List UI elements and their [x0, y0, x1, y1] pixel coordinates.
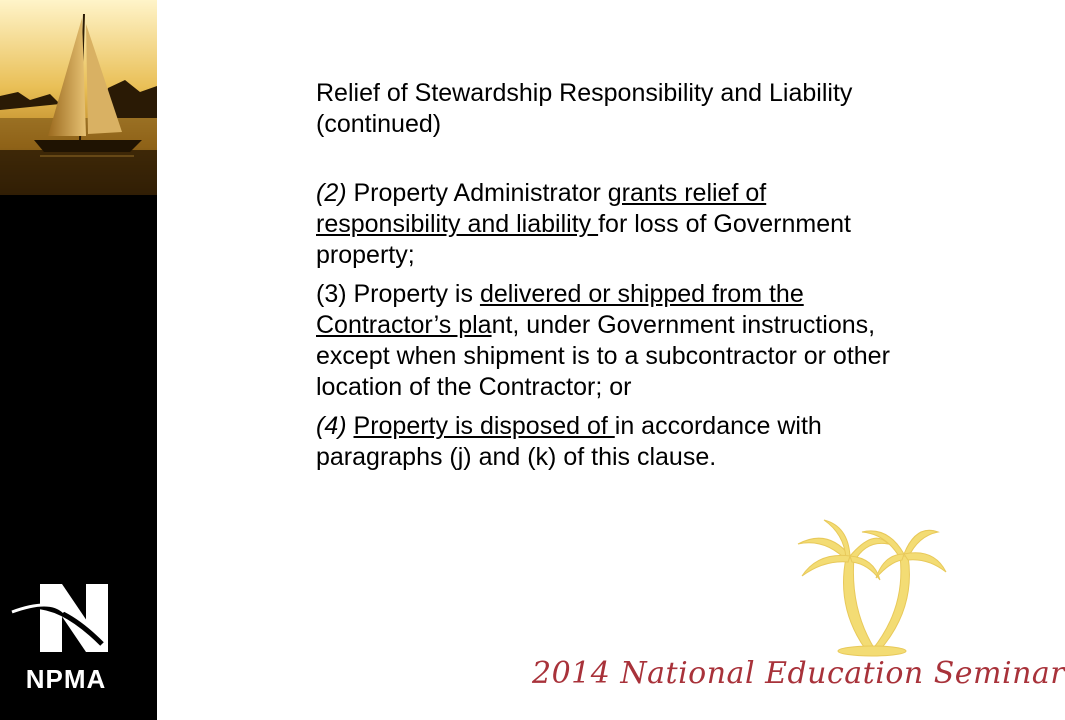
- item-underlined-text: grants relief of responsibility and liability: [316, 179, 767, 238]
- npma-n-icon: [10, 582, 122, 662]
- item-underlined-text: Property is disposed of: [353, 412, 615, 440]
- item-underlined-text: delivered or shipped from the Contractor’s pla: [316, 280, 804, 339]
- sailboat-image: [0, 0, 157, 195]
- item-number: (4): [316, 412, 347, 440]
- npma-logo-text: NPMA: [25, 664, 107, 694]
- slide-heading: Relief of Stewardship Responsibility and Liability (continued): [316, 79, 853, 138]
- clause-item-4: [316, 411, 916, 473]
- npma-logo: [10, 582, 122, 697]
- item-text: [347, 412, 354, 440]
- clause-item-2: [316, 178, 916, 271]
- seminar-title: 2014 National Education Seminar: [532, 656, 1065, 691]
- item-text: Property is: [346, 280, 480, 308]
- clause-item-3: [316, 279, 916, 403]
- slide-content: [316, 78, 916, 481]
- item-text: nt, under Government instructions, except when shipment is to a subcontractor or other location of the Contractor; or: [316, 311, 890, 401]
- item-number: (3): [316, 280, 347, 308]
- palm-tree-icon: [788, 518, 948, 658]
- sailboat-photo: [0, 0, 157, 195]
- item-text: Property Administrator: [346, 179, 608, 207]
- item-text: for loss of Government property;: [316, 210, 851, 269]
- left-sidebar: [0, 0, 157, 720]
- item-text: in accordance with paragraphs (j) and (k) of this clause.: [316, 412, 822, 471]
- palm-trees-graphic: [788, 518, 948, 658]
- item-number: (2): [316, 179, 347, 207]
